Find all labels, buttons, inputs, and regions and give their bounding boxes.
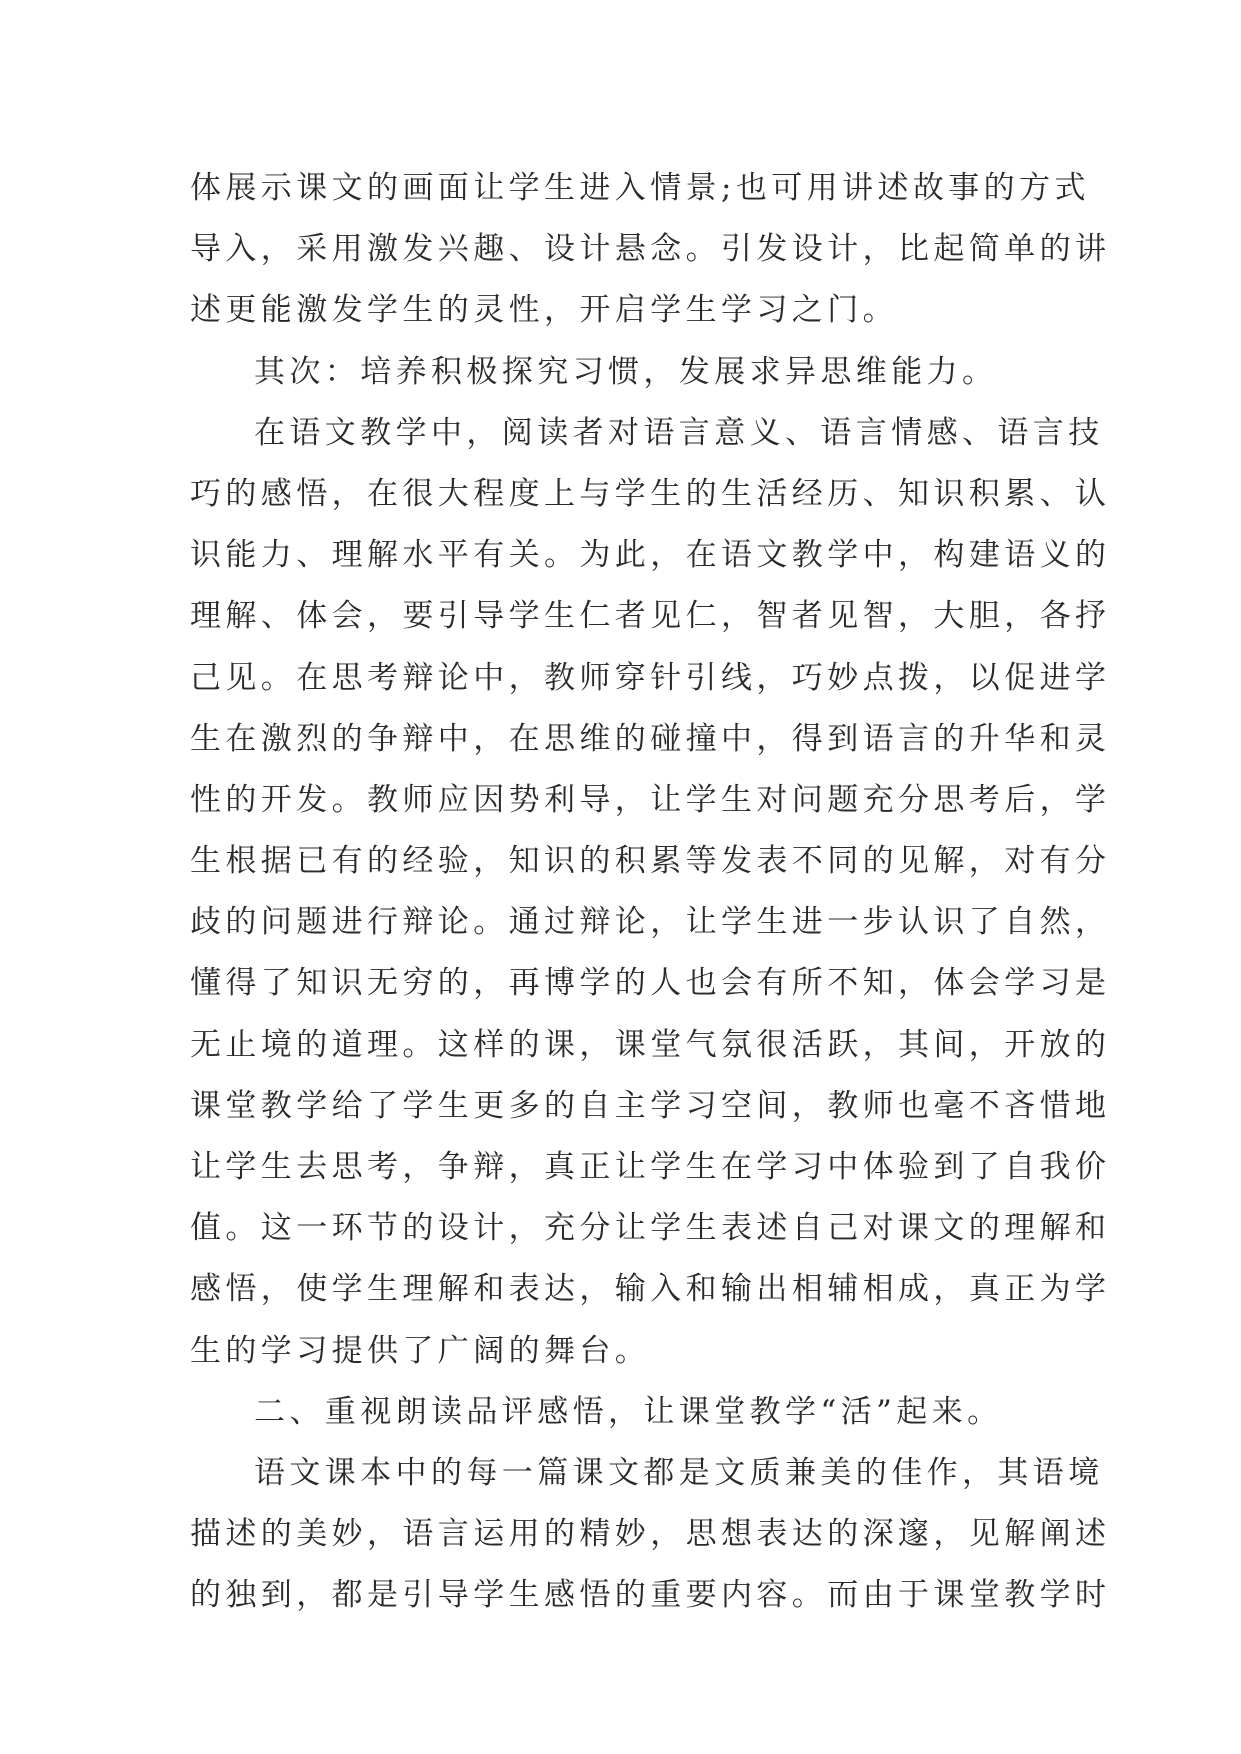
section-heading-line: 二、重视朗读品评感悟，让课堂教学“活”起来。 (254, 1393, 1003, 1430)
text-line: 课堂教学给了学生更多的自主学习空间，教师也毫不吝惜地 (190, 1087, 1111, 1124)
text-line: 述更能激发学生的灵性，开启学生学习之门。 (190, 292, 898, 329)
text-line: 导入，采用激发兴趣、设计悬念。引发设计，比起简单的讲 (190, 231, 1111, 268)
document-body (190, 158, 1111, 1627)
paragraph-first-line: 语文课本中的每一篇课文都是文质兼美的佳作，其语境 (254, 1454, 1104, 1491)
text-line: 生根据已有的经验，知识的积累等发表不同的见解，对有分 (190, 843, 1111, 880)
paragraph-first-line: 在语文教学中，阅读者对语言意义、语言情感、语言技 (254, 414, 1104, 451)
text-line: 无止境的道理。这样的课，课堂气氛很活跃，其间，开放的 (190, 1026, 1111, 1063)
text-line: 生在激烈的争辩中，在思维的碰撞中，得到语言的升华和灵 (190, 720, 1111, 757)
text-line: 体展示课文的画面让学生进入情景;也可用讲述故事的方式 (190, 170, 1090, 206)
text-line: 己见。在思考辩论中，教师穿针引线，巧妙点拨，以促进学 (190, 659, 1111, 696)
text-line: 识能力、理解水平有关。为此，在语文教学中，构建语义的 (190, 537, 1111, 574)
section-heading-line: 其次：培养积极探究习惯，发展求异思维能力。 (254, 353, 998, 390)
text-line: 让学生去思考，争辩，真正让学生在学习中体验到了自我价 (190, 1149, 1111, 1185)
text-line: 值。这一环节的设计，充分让学生表述自己对课文的理解和 (190, 1210, 1111, 1247)
text-line: 性的开发。教师应因势利导，让学生对问题充分思考后，学 (190, 781, 1111, 818)
text-line: 描述的美妙，语言运用的精妙，思想表达的深邃，见解阐述 (190, 1516, 1111, 1553)
text-line: 巧的感悟，在很大程度上与学生的生活经历、知识积累、认 (190, 475, 1111, 512)
text-line: 懂得了知识无穷的，再博学的人也会有所不知，体会学习是 (190, 965, 1111, 1002)
text-line: 歧的问题进行辩论。通过辩论，让学生进一步认识了自然， (190, 904, 1111, 941)
text-line: 生的学习提供了广阔的舞台。 (190, 1332, 651, 1369)
text-line: 感悟，使学生理解和表达，输入和输出相辅相成，真正为学 (190, 1271, 1111, 1308)
text-line: 理解、体会，要引导学生仁者见仁，智者见智，大胆，各抒 (190, 598, 1111, 635)
text-line: 的独到，都是引导学生感悟的重要内容。而由于课堂教学时 (190, 1577, 1111, 1614)
